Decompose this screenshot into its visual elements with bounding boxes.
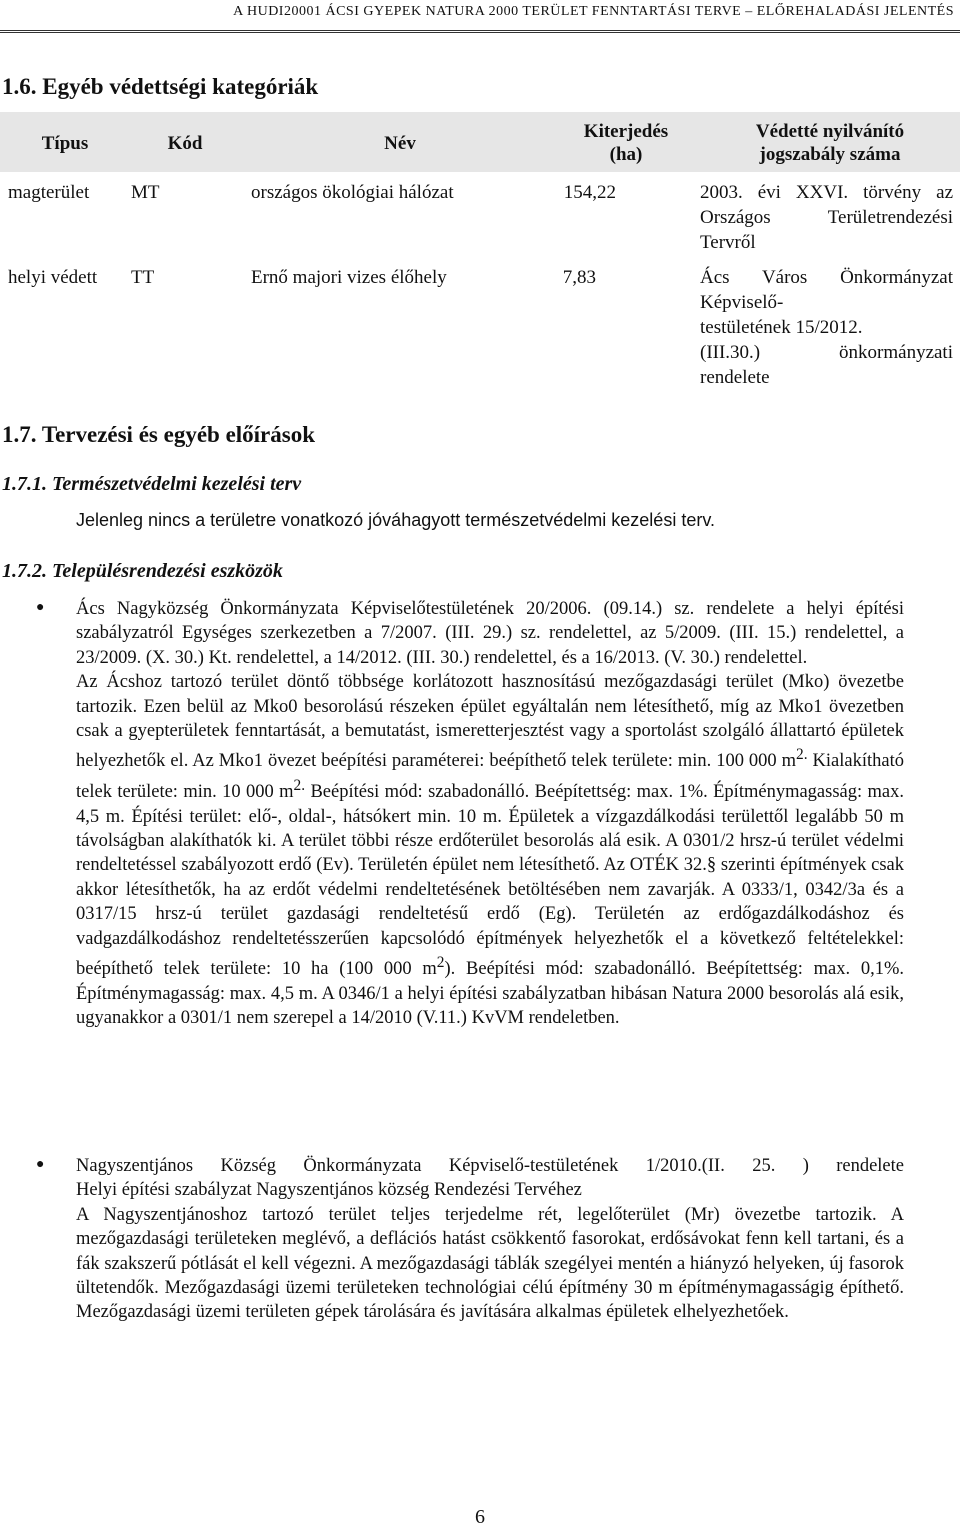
acs-zoning-text-1: Az Ácshoz tartozó terület döntő többsége korlátozott hasznosítású mezőgazdasági terület (Mko) övezetbe tartozik. Ezen belül az Mko0 besorolású részeken épület egyáltalán nem létesíthető, míg az Mko1 övezetben csak a gyepterületek fenntartását, a bemutatást, ismeretterjesztést vagy a sportolást szolgáló állattartó épületek helyezhetők el. Az Mko1 övezet beépítési paraméterei: beépíthető telek területe: min. 100 000 m	[76, 672, 904, 772]
bullet-item-acs	[76, 597, 904, 1030]
nagyszentjanos-zoning-paragraph: A Nagyszentjánoshoz tartozó terület teljes terjedelme rét, legelőterület (Mr) övezetbe tartozik. A mezőgazdasági területeken meglévő, a deflációs hatást csökkentő fasorokat, erdősávokat fenn kell tartani, és a fák szakszerű pótlását el kell végezni. A mezőgazdasági táblák szegélyei mentén a hiányzó helyeken, új fasorok ültetendők. Mezőgazdasági üzemi területeken technológiai célú építmény 30 m építménymagasságig építhető. Mezőgazdasági üzemi területen gépek tárolására és javítására alkalmas épületek elhelyezhetőek.	[76, 1204, 904, 1323]
table-header	[0, 112, 960, 172]
cell-extent: 7,83	[562, 267, 596, 288]
cell-name: Ernő majori vizes élőhely	[251, 267, 447, 288]
nagyszentjanos-regulation-line: Nagyszentjános Község Önkormányzata Képviselő-testületének 1/2010.(II. 25. ) rendelete	[76, 1156, 904, 1176]
cell-law-line: (III.30.) önkormányzati	[700, 342, 953, 363]
section-sign: §	[706, 855, 717, 876]
superscript: 2	[436, 954, 445, 971]
superscript: 2.	[796, 746, 808, 764]
cell-code: MT	[131, 182, 160, 203]
cell-law-line: Képviselő-	[700, 292, 784, 313]
col-law-header	[720, 120, 940, 166]
col-extent-header-line1: Kiterjedés	[583, 121, 669, 142]
cell-law-line: Tervről	[700, 232, 756, 253]
col-code-header: Kód	[167, 133, 203, 154]
cell-law-line: Országos Területrendezési	[700, 207, 953, 228]
cell-law	[700, 180, 953, 255]
cell-law-line: 2003. évi XXVI. törvény az	[700, 182, 953, 203]
superscript: 2.	[293, 777, 306, 794]
col-law-header-line2: jogszabály száma	[759, 144, 901, 165]
cell-law-line: testületének 15/2012.	[700, 317, 863, 338]
nagyszentjanos-plan-line: Helyi építési szabályzat Nagyszentjános község Rendezési Tervéhez	[76, 1180, 582, 1201]
acs-zoning-paragraph	[76, 670, 904, 1030]
col-type-header: Típus	[41, 133, 89, 154]
header-rule	[0, 30, 960, 33]
col-name-header: Név	[384, 133, 416, 154]
subsection-1-7-1-title: 1.7.1. Természetvédelmi kezelési terv	[2, 473, 302, 495]
running-header: A HUDI20001 ÁCSI GYEPEK NATURA 2000 TERÜLET FENNTARTÁSI TERVE – ELŐREHALADÁSI JELENTÉS	[233, 4, 954, 19]
cell-name: országos ökológiai hálózat	[251, 182, 454, 203]
bullet-icon: ●	[36, 1157, 45, 1172]
cell-extent: 154,22	[563, 182, 616, 203]
section-1-7-title: 1.7. Tervezési és egyéb előírások	[2, 422, 316, 447]
cell-type: magterület	[8, 182, 90, 203]
page-number: 6	[475, 1506, 485, 1528]
acs-zoning-text-4: szerinti építmények csak akkor létesíthetők, ha az erdőt védelmi rendeltetésének betöltésében nem zavarják. A 0333/1, 0342/3a és a 0317/15 hrsz-ú terület gazdasági rendeltetésű erdő (Eg). Területén az erdőgazdálkodáshoz és vadgazdálkodáshoz rendeltetésszerűen kapcsolódó építmények helyezhetők el a következő feltételekkel: beépíthető telek területe: 10 ha (100 000 m	[76, 855, 904, 980]
acs-zoning-text-5: ). Beépítési mód: szabadonálló. Beépítettség: max. 0,1%. Építménymagasság: max. 4,5 m. A 0346/1 a helyi építési szabályzatban hibásan Natura 2000 besorolás alá esik, ugyanakkor a 0301/1 nem szerepel a 14/2010 (V.11.) KvVM rendeletben.	[76, 959, 905, 1028]
col-law-header-line1: Védetté nyilvánító	[755, 121, 905, 142]
management-plan-note: Jelenleg nincs a területre vonatkozó jóváhagyott természetvédelmi kezelési terv.	[76, 510, 715, 530]
acs-zoning-text-3: Beépítési mód: szabadonálló. Beépítettség: max. 1%. Építménymagasság: max. 4,5 m. Építési terület: elő-, oldal-, hátsókert min. 10 m. Épületek a vízgazdálkodási területtől legalább 50 m távolságban alakíthatók ki. A terület többi része erdőterület besorolás alá esik. A 0301/2 hrsz-ú terület védelmi rendeltetéssel szabályozott erdő (Ev). Területén épület nem létesíthető. Az OTÉK 32.	[76, 782, 904, 876]
cell-type: helyi védett	[8, 267, 98, 288]
cell-law-line: rendelete	[700, 367, 770, 388]
subsection-1-7-2-title: 1.7.2. Településrendezési eszközök	[2, 560, 283, 582]
acs-regulation-paragraph: Ács Nagyközség Önkormányzata Képviselőtestületének 20/2006. (09.14.) sz. rendelete a helyi építési szabályzatról Egységes szerkezetben a 7/2007. (III. 29.) sz. rendelettel, az 5/2009. (III. 15.) rendelettel, a 23/2009. (X. 30.) Kt. rendelettel, a 14/2012. (III. 30.) rendelettel, és a 16/2013. (V. 30.) rendelettel.	[76, 599, 904, 668]
section-1-6-title: 1.6. Egyéb védettségi kategóriák	[2, 74, 319, 99]
cell-code: TT	[131, 267, 155, 288]
bullet-icon: ●	[36, 600, 45, 615]
col-extent-header	[556, 120, 696, 166]
bullet-item-nagyszentjanos	[76, 1154, 904, 1325]
cell-law	[700, 265, 953, 390]
cell-law-line: Ács Város Önkormányzat	[700, 267, 953, 288]
col-extent-header-line2: (ha)	[609, 144, 643, 165]
acs-zoning-text-2: Kialakítható telek területe: min. 10 000 m	[76, 751, 905, 803]
